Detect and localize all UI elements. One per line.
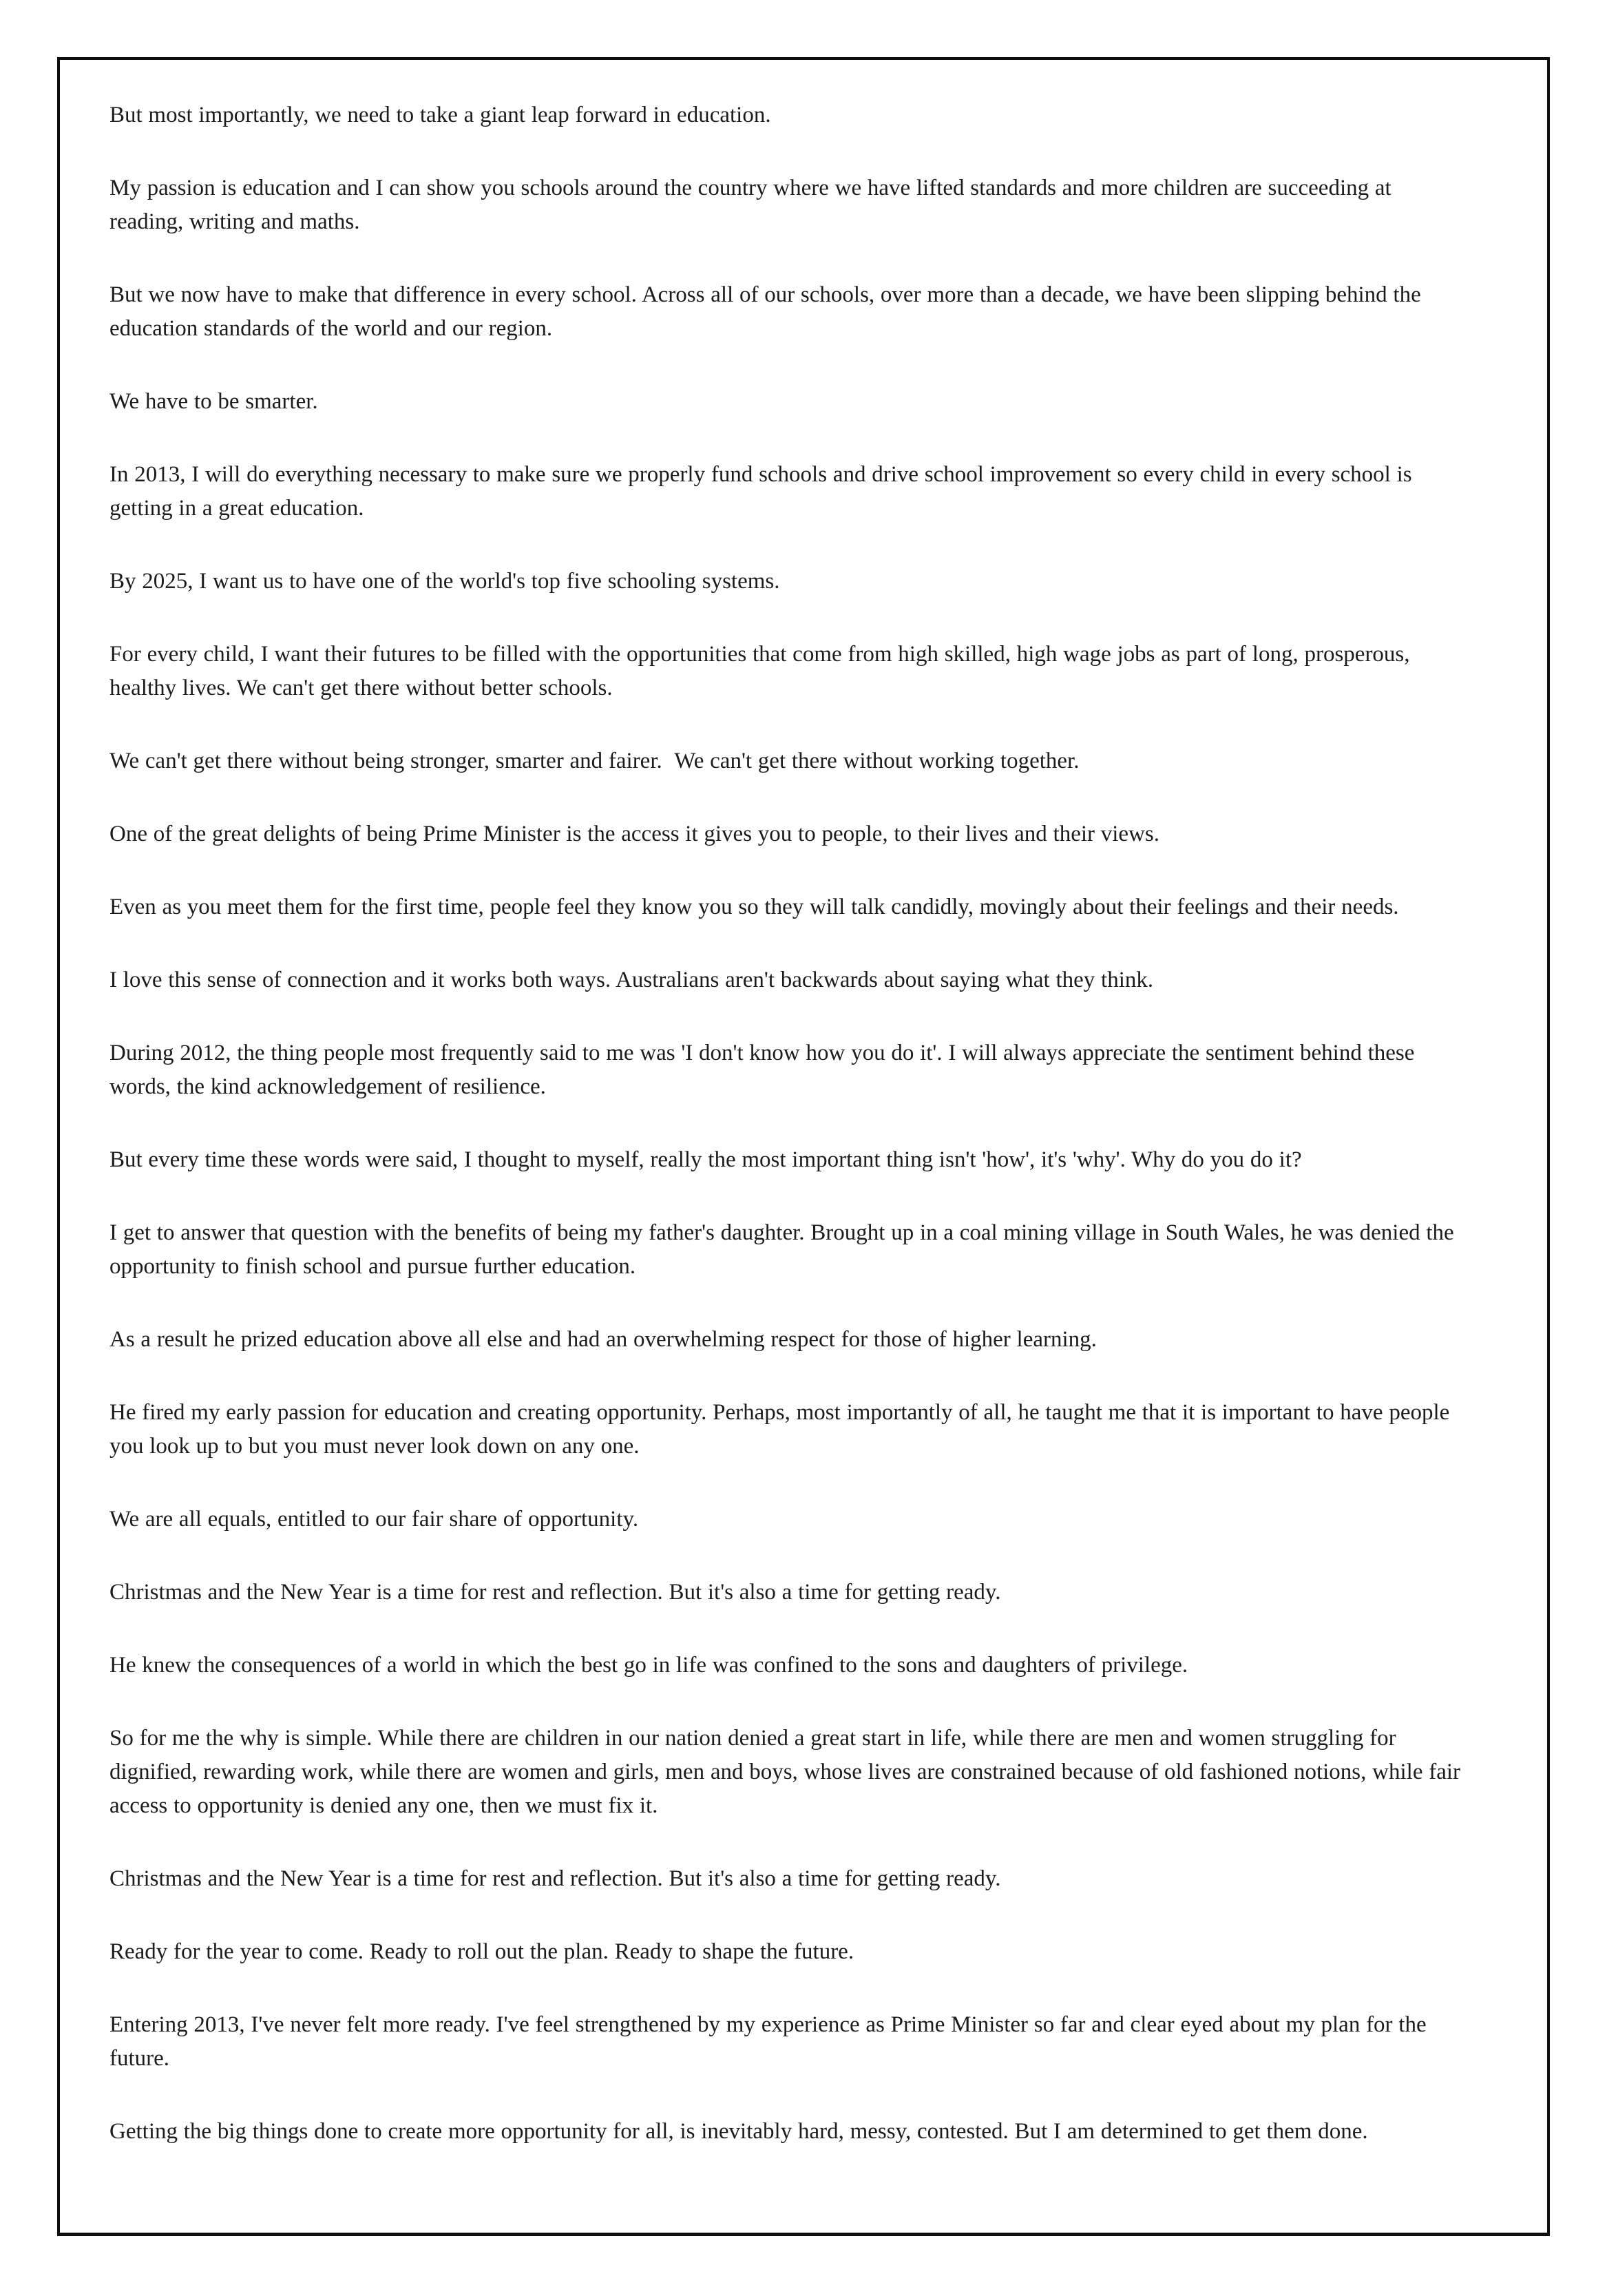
paragraph: But most importantly, we need to take a giant leap forward in education. [109,103,771,127]
paragraph: Christmas and the New Year is a time for rest and reflection. But it's also a time for getting ready. [109,1580,1001,1605]
paragraph: For every child, I want their futures to be filled with the opportunities that come from high skilled, high wage jobs as part of long, prosperous, healthy lives. We can't get there without better schools. [109,642,1410,700]
paragraph: Ready for the year to come. Ready to roll out the plan. Ready to shape the future. [109,1939,854,1964]
paragraph: So for me the why is simple. While there are children in our nation denied a great start in life, while there are men and women struggling for dignified, rewarding work, while there are women and girls, men and boys, whose lives are constrained because of old fashioned notions, while fair access to opportunity is denied any one, then we must fix it. [109,1726,1461,1818]
paragraph: We have to be smarter. [109,389,318,414]
paragraph: We are all equals, entitled to our fair share of opportunity. [109,1507,639,1532]
paragraph: My passion is education and I can show you schools around the country where we have lifted standards and more children are succeeding at reading, writing and maths. [109,176,1391,234]
paragraph: During 2012, the thing people most frequently said to me was 'I don't know how you do it'. I will always appreciate the sentiment behind these words, the kind acknowledgement of resilience. [109,1041,1415,1099]
paragraph: But we now have to make that difference in every school. Across all of our schools, over more than a decade, we have been slipping behind the education standards of the world and our region. [109,282,1421,341]
document-page [57,57,1550,2236]
paragraph: He knew the consequences of a world in which the best go in life was confined to the sons and daughters of privilege. [109,1653,1188,1678]
paragraph: But every time these words were said, I thought to myself, really the most important thing isn't 'how', it's 'why'. Why do you do it? [109,1147,1302,1172]
paragraph: Getting the big things done to create more opportunity for all, is inevitably hard, messy, contested. But I am determined to get them done. [109,2119,1368,2144]
paragraph: In 2013, I will do everything necessary to make sure we properly fund schools and drive school improvement so every child in every school is getting in a great education. [109,462,1412,521]
paragraph: Even as you meet them for the first time, people feel they know you so they will talk candidly, movingly about their feelings and their needs. [109,895,1399,919]
paragraph: One of the great delights of being Prime Minister is the access it gives you to people, to their lives and their views. [109,822,1159,846]
paragraph: By 2025, I want us to have one of the world's top five schooling systems. [109,569,780,594]
paragraph: Entering 2013, I've never felt more ready. I've feel strengthened by my experience as Prime Minister so far and clear eyed about my plan for the future. [109,2012,1427,2071]
paragraph: We can't get there without being stronger, smarter and fairer. We can't get there without working together. [109,749,1080,773]
paragraph: I love this sense of connection and it works both ways. Australians aren't backwards about saying what they think. [109,968,1154,992]
paragraph: He fired my early passion for education and creating opportunity. Perhaps, most importantly of all, he taught me that it is important to have people you look up to but you must never look down on any one. [109,1400,1450,1459]
paragraph: I get to answer that question with the benefits of being my father's daughter. Brought up in a coal mining village in South Wales, he was denied the opportunity to finish school and pursue further education. [109,1220,1454,1279]
paragraph: Christmas and the New Year is a time for rest and reflection. But it's also a time for getting ready. [109,1866,1001,1891]
paragraph: As a result he prized education above all else and had an overwhelming respect for those of higher learning. [109,1327,1097,1352]
